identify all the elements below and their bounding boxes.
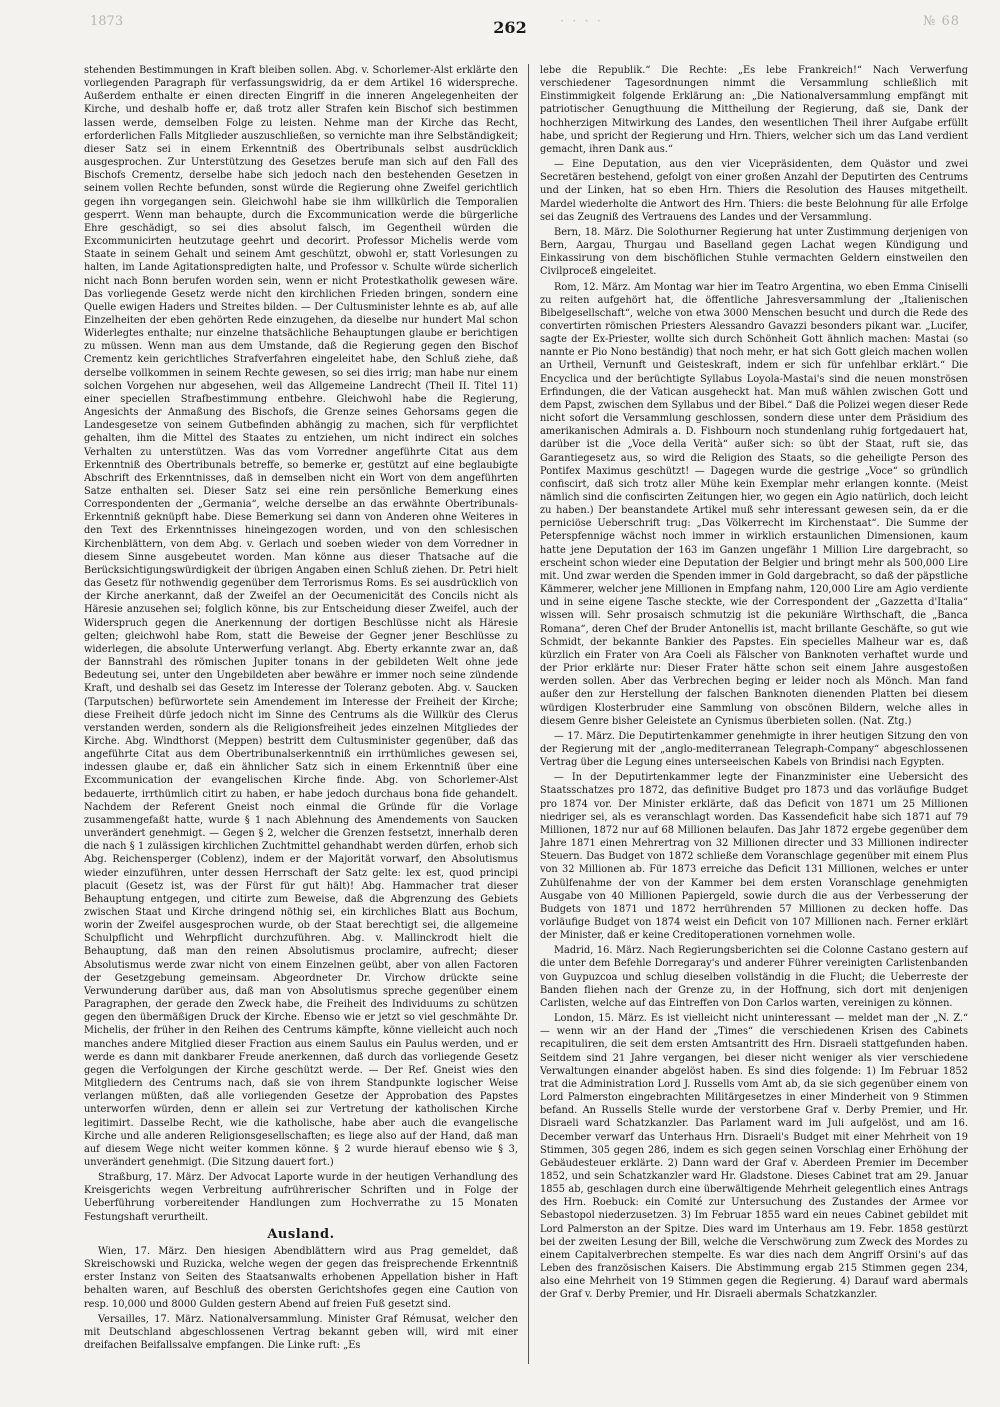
left-column [84,64,518,1364]
article-paragraph: — Eine Deputation, aus den vier Vicepräsidenten, dem Quästor und zwei Secretären bestehend, gefolgt von einer großen Anzahl der Deputirten des Centrums und der Linken, hat so eben Hrn. Thiers die Resolution des Hauses mitgetheilt. Mardel wiederholte die Antwort des Hrn. Thiers: die beste Belohnung für alle Erfolge sei das Zeugniß des Vertrauens des Landes und der Versammlung. [540,159,968,223]
article-paragraph: London, 15. März. Es ist vielleicht nicht uninteressant — meldet man der „N. Z.“ — wenn wir an der Hand der „Times“ die verschiedenen Krisen des Cabinets recapituliren, die seit dem ersten Amtsantritt des Hrn. Disraeli stattgefunden haben. Seitdem sind 21 Jahre vergangen, bei dieser nicht weniger als vier verschiedene Verwaltungen einander abgelöst haben. Es sind dies folgende: 1) Im Februar 1852 trat die Administration Lord J. Russells vom Amt ab, da sie sich gegenüber einem von Lord Palmerston eingebrachten Militärgesetzes in einer Minderheit von 9 Stimmen befand. An Russells Stelle wurde der verstorbene Graf v. Derby Premier, und Hr. Disraeli ward Schatzkanzler. Das Parlament ward im Juli aufgelöst, und am 16. December verwarf das Unterhaus Hrn. Disraeli's Budget mit einer Mehrheit von 19 Stimmen, 305 gegen 286, indem es sich gegen seinen Vorschlag einer Erhöhung der Gebäudesteuer erklärte. 2) Dann ward der Graf v. Aberdeen Premier im December 1852, und sein Schatzkanzler ward Hr. Gladstone. Dieses Cabinet trat am 29. Januar 1855 ab, geschlagen durch eine überwältigende Mehrheit gelegentlich eines Antrags des Hrn. Roebuck: ein Comité zur Untersuchung des Zustandes der Armee vor Sebastopol niederzusetzen. 3) Im Februar 1855 ward ein neues Cabinet gebildet mit Lord Palmerston an der Spitze. Dies ward im Unterhaus am 19. Febr. 1858 gestürzt bei der zweiten Lesung der Bill, welche die Verschwörung zum Zweck des Mordes zu einem Capitalverbrechen stempelte. Es war dies nach dem Angriff Orsini's auf das Leben des französischen Kaisers. Die Abstimmung ergab 215 Stimmen gegen 234, also eine Mehrheit von 19 Stimmen gegen die Regierung. 4) Darauf ward abermals der Graf v. Derby Premier, und Hr. Disraeli abermals Schatzkanzler. [540,1013,968,1301]
bleed-through-text-left: 1873 [90,14,124,29]
bleed-through-text-middle: · · · · [560,14,603,29]
article-paragraph: Straßburg, 17. März. Der Advocat Laporte wurde in der heutigen Verhandlung des Kreisgerichts wegen Verbreitung aufrührerischer Schriften und in Folge der Ueberführung vorbereitender Handlungen zum Hochverrathe zu 15 Monaten Festungshaft verurtheilt. [84,1172,518,1223]
article-paragraph: Madrid, 16. März. Nach Regierungsberichten sei die Colonne Castano gestern auf die unter dem Befehle Dorregaray's und anderer Führer vereinigten Carlistenbanden von Guypuzcoa und schlug dieselben vollständig in die Flucht; die Ueberreste der Banden fliehen nach der Grenze zu, in der Hoffnung, sich dort mit denjenigen Carlisten, welche auf das Eintreffen von Don Carlos warten, vereinigen zu können. [540,945,968,1009]
bleed-through-text-right: № 68 [923,14,960,29]
page-number: 262 [493,18,527,37]
article-paragraph: Versailles, 17. März. Nationalversammlung. Minister Graf Rémusat, welcher den mit Deutschland abgeschlossenen Vertrag bekannt geben will, wird mit einer dreifachen Beifallssalve empfangen. Die Linke ruft: „Es [84,1313,518,1351]
article-paragraph: stehenden Bestimmungen in Kraft bleiben sollen. Abg. v. Schorlemer-Alst erklärte den vorliegenden Paragraph für verfassungswidrig, da er dem Artikel 16 widerspreche. Außerdem enthalte er einen directen Eingriff in die inneren Angelegenheiten der Kirche, und deshalb hoffe er, daß trotz aller Strafen kein Bischof sich bestimmen lassen werde, demselben Folge zu leisten. Nehme man der Kirche das Recht, erforderlichen Falls Mitglieder auszuschließen, so vernichte man ihre Selbständigkeit; dieser Satz sei in einem Erkenntniß des Obertribunals selbst ausdrücklich ausgesprochen. Zur Unterstützung des Gesetzes berufe man sich auf den Fall des Bischofs Crementz, derselbe habe sich jedoch nach den bestehenden Gesetzen in seinem vollen Rechte befunden, sonst würde die Regierung ohne Zweifel gerichtlich gegen ihn vorgegangen sein. Gleichwohl habe sie ihm willkürlich die Temporalien gesperrt. Wenn man behaupte, durch die Excommunication werde die bürgerliche Ehre geschädigt, so sei dies absolut falsch, im Gegentheil würden die Excommunicirten heutzutage geehrt und decorirt. Professor Michelis werde vom Staate in seinem Gehalt und seinem Amt geschützt, obwohl er, statt Vorlesungen zu halten, im Lande Agitationspredigten halte, und Professor v. Schulte würde sicherlich nicht nach Bonn berufen worden sein, wenn er nicht Protestkatholik gewesen wäre. Das vorliegende Gesetz werde nicht den kirchlichen Frieden bringen, sondern eine Quelle ewigen Haders und Streites bilden. — Der Cultusminister lehnte es ab, auf alle Einzelheiten der eben gehörten Rede einzugehen, da dieselbe nur hundert Mal schon Widerlegtes enthalte; nur einzelne thatsächliche Behauptungen glaube er berichtigen zu müssen. Wenn man aus dem Umstande, daß die Regierung gegen den Bischof Crementz kein gerichtliches Strafverfahren eingeleitet habe, den Schluß ziehe, daß derselbe vollkommen in seinem Rechte gewesen, so sei dies irrig; man habe nur einem solchen Vorgehen nur abgesehen, weil das Allgemeine Landrecht (Theil II. Titel 11) einer speciellen Strafbestimmung entbehre. Gleichwohl habe die Regierung, Angesichts der Anmaßung des Bischofs, die Grenze seines Gehorsams gegen die Landesgesetze von seinem Gutbefinden abhängig zu machen, sich für verpflichtet gehalten, ihm die Mittel des Staates zu entziehen, um nicht indirect ein solches Verhalten zu unterstützen. Was das vom Vorredner angeführte Citat aus dem Erkenntniß des Obertribunals betreffe, so bemerke er, gestützt auf eine beglaubigte Abschrift des Erkenntnisses, daß in demselben nicht ein Wort von dem angeführten Satze enthalten sei. Dieser Satz sei eine rein persönliche Bemerkung eines Correspondenten der „Germania“, welche derselbe an das erwähnte Obertribunals-Erkenntniß geknüpft habe. Diese Bemerkung sei dann von Anderen ohne Weiteres in den Text des Erkenntnisses hineingezogen worden, und von den schlesischen Kirchenblättern, von dem Abg. v. Gerlach und soeben wieder von dem Vorredner in diesem Sinne ausgebeutet worden. Man könne aus dieser Thatsache auf die Berücksichtigungswürdigkeit der übrigen Angaben einen Schluß ziehen. Dr. Petri hielt das Gesetz für nothwendig gegenüber dem Terrorismus Roms. Es sei ausdrücklich von der Kirche anerkannt, daß der Zweifel an der Oecumenicität des Concils nicht als Häresie anzusehen sei; folglich könne, bis zur Entscheidung dieser Zweifel, auch der Widerspruch gegen die Anerkennung der dortigen Beschlüsse nicht als Häresie gelten; gleichwohl habe Rom, statt die Beweise der Gegner jener Beschlüsse zu widerlegen, die absolute Unterwerfung verlangt. Abg. Eberty erkannte zwar an, daß der Bannstrahl des römischen Jupiter tonans in der gebildeten Welt ohne jede Bedeutung sei, unter den Ungebildeten aber bewähre er immer noch seine zündende Kraft, und deshalb sei das Gesetz im Interesse der Toleranz geboten. Abg. v. Saucken (Tarputschen) befürwortete sein Amendement im Interesse der Freiheit der Kirche; diese Freiheit dürfe jedoch nicht im Sinne des Centrums als die Willkür des Clerus verstanden werden, sondern als die Religionsfreiheit jedes einzelnen Mitgliedes der Kirche. Abg. Windthorst (Meppen) bestritt dem Cultusminister gegenüber, daß das angeführte Citat aus dem Obertribunalserkenntniß ein irrthümliches gewesen sei, indessen glaube er, daß ein ähnlicher Satz sich in einem Erkenntniß über eine Excommunication der evangelischen Kirche finde. Abg. von Schorlemer-Alst bedauerte, irrthümlich citirt zu haben, er habe jedoch durchaus bona fide gehandelt. Nachdem der Referent Gneist noch einmal die Gründe für die Vorlage zusammengefaßt hatte, wurde § 1 nach Ablehnung des Amendements von Saucken unverändert genehmigt. — Gegen § 2, welcher die Grenzen festsetzt, innerhalb deren die nach § 1 zulässigen kirchlichen Zuchtmittel gehandhabt werden dürfen, erhob sich Abg. Reichensperger (Coblenz), indem er der Majorität vorwarf, den Absolutismus wieder einzuführen, unter dessen Herrschaft der Satz gelte: lex est, quod principi placuit (Gesetz ist, was der Fürst für gut hält)! Abg. Hammacher trat dieser Behauptung entgegen, und citirte zum Beweise, daß die Abgrenzung des Gebiets zwischen Staat und Kirche dringend nöthig sei, ein kirchliches Blatt aus Bochum, worin der Zweifel ausgesprochen wurde, ob der Staat berechtigt sei, die allgemeine Schulpflicht und Wehrpflicht durchzuführen. Abg. v. Mallinckrodt hielt die Behauptung, daß man den reinen Absolutismus proclamire, aufrecht; dieser Absolutismus werde zwar nicht von einem Einzelnen geübt, aber von allen Factoren der Gesetzgebung gemeinsam. Abgeordneter Dr. Virchow drückte seine Verwunderung darüber aus, daß man von Absolutismus spreche gegenüber einem Paragraphen, der gerade den Zweck habe, die Freiheit des Individuums zu schützen gegen den übermäßigen Druck der Kirche. Ebenso wie er jetzt so viel geschmähte Dr. Michelis, der früher in den Reihen des Centrums kämpfte, könne vielleicht auch noch manches andere Mitglied dieser Fraction aus einem Saulus ein Paulus werden, und er werde es dann mit dankbarer Freude anerkennen, daß durch das vorliegende Gesetz gegen die Verfolgungen der Kirche geschützt werde. — Der Ref. Gneist wies den Mitgliedern des Centrums nach, daß sie von ihrem Standpunkte logischer Weise verlangen müßten, daß alle vorliegenden Gesetze der Approbation des Papstes unterworfen würden, denn er allein sei zur Vertretung der katholischen Kirche legitimirt. Dasselbe Recht, wie die katholische, habe aber auch die evangelische Kirche und alle anderen Religionsgesellschaften; es liege also auf der Hand, daß man auf diesem Wege nicht weiter kommen könne. § 2 wurde hierauf ebenso wie § 3, unverändert genehmigt. (Die Sitzung dauert fort.) [84,65,518,1168]
article-paragraph: lebe die Republik.“ Die Rechte: „Es lebe Frankreich!“ Nach Verwerfung verschiedener Tagesordnungen nimmt die Versammlung schließlich mit Einstimmigkeit folgende Erklärung an: „Die Nationalversammlung empfängt mit patriotischer Genugthuung die Mittheilung der Regierung, daß sie, Dank der hochherzigen Mitwirkung des Landes, den wesentlichen Theil ihrer Aufgabe erfüllt habe, und spricht der Regierung und Hrn. Thiers, welcher sich um das Land verdient gemacht, ihren Dank aus.“ [540,65,968,155]
right-column [540,64,968,1364]
section-heading-ausland: Ausland. [267,1226,335,1242]
article-paragraph: Rom, 12. März. Am Montag war hier im Teatro Argentina, wo eben Emma Ciniselli zu reiten aufgehört hat, die öffentliche Jahresversammlung der „Italienischen Bibelgesellschaft“, welche von etwa 3000 Menschen besucht und durch die Rede des convertirten römischen Priesters Alessandro Gavazzi besonders pikant war. „Lucifer, sagte der Ex-Priester, wollte sich durch Schönheit Gott ähnlich machen: Mastai (so nannte er Pio Nono beständig) that noch mehr, er hat sich Gott gleich machen wollen an Urtheil, Vernunft und Geisteskraft, indem er sich für unfehlbar erklärt.“ Die Encyclica und der berüchtigte Syllabus Loyola-Mastai's sind die neuen monströsen Erfindungen, die der Vatican ausgeheckt hat. Man muß wählen zwischen Gott und dem Papst, zwischen dem Syllabus und der Bibel.“ Daß die Polizei wegen dieser Rede nicht sofort die Versammlung geschlossen, sondern diese unter dem Präsidium des amerikanischen Admirals a. D. Fishbourn noch stundenlang ruhig fortgedauert hat, darüber ist die „Voce della Verità“ außer sich: so übt der Staat, ruft sie, das Garantiegesetz aus, so wird die Religion des Staats, so die geheiligte Person des Pontifex Maximus geschützt! — Dagegen wurde die gestrige „Voce“ so gründlich confiscirt, daß sich trotz aller Mühe kein Exemplar mehr erlangen konnte. (Meist nämlich sind die confiscirten Zeitungen hier, wo gegen ein Agio natürlich, doch leicht zu haben.) Der beanstandete Artikel muß sehr interessant gewesen sein, da er die perniciöse Ueberschrift trug: „Das Völkerrecht im Kirchenstaat“. Die Summe der Peterspfennige wächst noch immer in wirklich erstaunlichen Dimensionen, kaum hatte jene Deputation der 163 im Ganzen ungefähr 1 Million Lire dargebracht, so erscheint schon wieder eine Deputation der Belgier und bringt mehr als 500,000 Lire mit. Und zwar werden die Spenden immer in Gold dargebracht, so daß der päpstliche Kämmerer, welcher jene Millionen in Empfang nahm, 120,000 Lire am Agio verdiente und in seine eigene Tasche steckte, wie der Correspondent der „Gazzetta d'Italia“ wissen will. Sehr prosaisch schmutzig ist die pekuniäre Wirthschaft, die „Banca Romana“, deren Chef der Bruder Antonellis ist, macht brillante Geschäfte, so gut wie Schmidt, der bekannte Bankier des Papstes. Ein specielles Malheur war es, daß kürzlich ein Frater von Ara Coeli als Fälscher von Banknoten verhaftet wurde und der Prior erklärte nur: Dieser Frater hätte schon seit einem Jahre ausgestoßen werden sollen. Aber das Verbrechen beging er leider noch als Mönch. Man fand außer den zur Herstellung der falschen Banknoten dienenden Platten bei diesem würdigen Klosterbruder eine Sammlung von obscönen Bildern, welche alles in diesem Genre bisher Geleistete an Cynismus überbieten sollen. (Nat. Ztg.) [540,281,968,727]
article-paragraph: — 17. März. Die Deputirtenkammer genehmigte in ihrer heutigen Sitzung den von der Regierung mit der „anglo-mediterranean Telegraph-Company“ abgeschlossenen Vertrag über die Legung eines unterseeischen Kabels von Brindisi nach Egypten. [540,730,968,769]
article-paragraph: Bern, 18. März. Die Solothurner Regierung hat unter Zustimmung derjenigen von Bern, Aargau, Thurgau und Baselland gegen Lachat wegen Kündigung und Einkassirung von dem bischöflichen Stuhle vermachten Geldern einstweilen den Civilproceß eingeleitet. [540,226,968,278]
column-divider [528,64,529,1364]
article-paragraph: — In der Deputirtenkammer legte der Finanzminister eine Uebersicht des Staatsschatzes pro 1872, das definitive Budget pro 1873 und das vorläufige Budget pro 1874 vor. Der Minister erklärte, daß das Deficit von 1871 um 25 Millionen niedriger sei, als es veranschlagt worden. Das Kassendeficit habe sich 1871 auf 79 Millionen, 1872 nur auf 68 Millionen belaufen. Das Jahr 1872 ergebe gegenüber dem Jahre 1871 einen Mehrertrag von 32 Millionen directer und 33 Millionen indirecter Steuern. Das Budget von 1872 schließe dem Voranschlage gegenüber mit einem Plus von 32 Millionen ab. Für 1873 erreiche das Deficit 131 Millionen, welches er unter Zuhülfenahme der von der Kammer bei dem ersten Voranschlage genehmigten Ausgabe von 40 Millionen Papiergeld, sowie durch die aus der Verbesserung der Budgets von 1871 und 1872 herrührenden 57 Millionen zu decken hoffe. Das vorläufige Budget von 1874 weist ein Deficit von 107 Millionen nach. Ferner erklärt der Minister, daß er keine Creditoperationen vornehmen wolle. [540,772,968,942]
article-paragraph: Wien, 17. März. Den hiesigen Abendblättern wird aus Prag gemeldet, daß Skreischowski und Ruzicka, welche wegen der gegen das freisprechende Erkenntniß erster Instanz von Seiten des Staatsanwalts erhobenen Appellation bisher in Haft behalten waren, auf Beschluß des obersten Gerichtshofes gegen eine Caution von resp. 10,000 und 8000 Gulden gestern Abend auf freien Fuß gesetzt sind. [84,1245,518,1310]
